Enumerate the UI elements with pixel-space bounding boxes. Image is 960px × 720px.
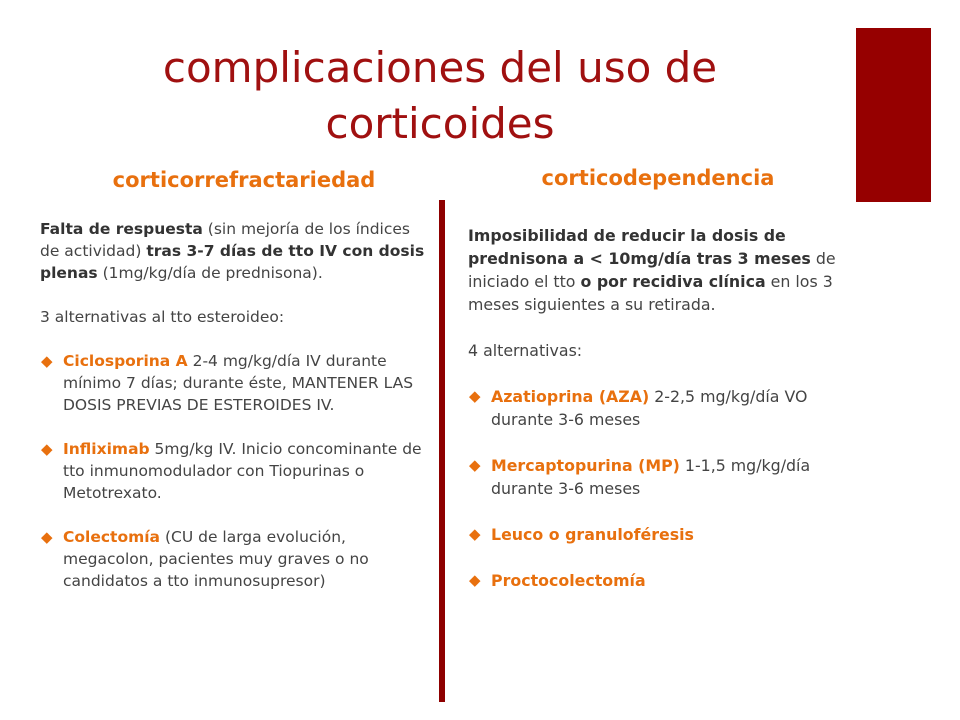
left-column (40, 218, 428, 592)
right-intro-bold-2: o por recidiva clínica (580, 272, 766, 291)
left-bullet-item (40, 526, 428, 592)
left-alternatives-label: 3 alternativas al tto esteroideo: (40, 308, 285, 326)
left-intro-bold-1: Falta de respuesta (40, 220, 203, 238)
bullet-term: Colectomía (63, 528, 161, 546)
right-bullet-item (468, 385, 848, 431)
bullet-term: Infliximab (63, 440, 150, 458)
right-bullet-item (468, 454, 848, 500)
bullet-term: Azatioprina (AZA) (491, 387, 650, 406)
diamond-bullet-icon: ◆ (41, 352, 53, 370)
right-column (468, 224, 848, 592)
bullet-term: Mercaptopurina (MP) (491, 456, 680, 475)
diamond-bullet-icon: ◆ (469, 456, 481, 474)
bullet-text: 2-4 mg/kg/día IV durante mínimo 7 días; durante éste, MANTENER LAS DOSIS PREVIAS DE ESTEROIDES IV. (63, 352, 414, 414)
right-intro-text-2: en los 3 meses siguientes a su retirada. (468, 272, 833, 314)
title-line-2: corticoides (325, 99, 555, 148)
left-bullet-item (40, 438, 428, 504)
bullet-text: 1-1,5 mg/kg/día durante 3-6 meses (491, 456, 811, 498)
diamond-bullet-icon: ◆ (469, 387, 481, 405)
right-intro-text-1: de iniciado el tto (468, 249, 836, 291)
right-intro (468, 224, 848, 316)
right-alternatives-label: 4 alternativas: (468, 341, 583, 360)
slide-title (100, 40, 780, 152)
bullet-text: 5mg/kg IV. Inicio concominante de tto inmunomodulador con Tiopurinas o Metotrexato. (63, 440, 422, 502)
right-bullet-item (468, 569, 848, 592)
bullet-term: Ciclosporina A (63, 352, 188, 370)
left-intro-text-1: (sin mejoría de los índices de actividad) (40, 220, 410, 260)
left-column-heading: corticorrefractariedad (112, 168, 376, 192)
right-column-heading: corticodependencia (541, 166, 775, 190)
left-intro (40, 218, 428, 284)
column-divider (439, 200, 445, 702)
diamond-bullet-icon: ◆ (469, 525, 481, 543)
accent-block (856, 28, 931, 202)
diamond-bullet-icon: ◆ (41, 440, 53, 458)
bullet-text: 2-2,5 mg/kg/día VO durante 3-6 meses (491, 387, 808, 429)
bullet-text: (CU de larga evolución, megacolon, pacientes muy graves o no candidatos a tto inmunosupresor) (63, 528, 369, 590)
diamond-bullet-icon: ◆ (41, 528, 53, 546)
left-bullet-item (40, 350, 428, 416)
diamond-bullet-icon: ◆ (469, 571, 481, 589)
left-intro-text-2: (1mg/kg/día de prednisona). (97, 264, 323, 282)
left-intro-bold-2: tras 3-7 días de tto IV con dosis plenas (40, 242, 425, 282)
title-line-1: complicaciones del uso de (162, 43, 718, 92)
right-bullet-item (468, 523, 848, 546)
bullet-term: Proctocolectomía (491, 571, 646, 590)
right-intro-bold-1: Imposibilidad de reducir la dosis de prednisona a < 10mg/día tras 3 meses (468, 226, 811, 268)
bullet-term: Leuco o granuloféresis (491, 525, 694, 544)
